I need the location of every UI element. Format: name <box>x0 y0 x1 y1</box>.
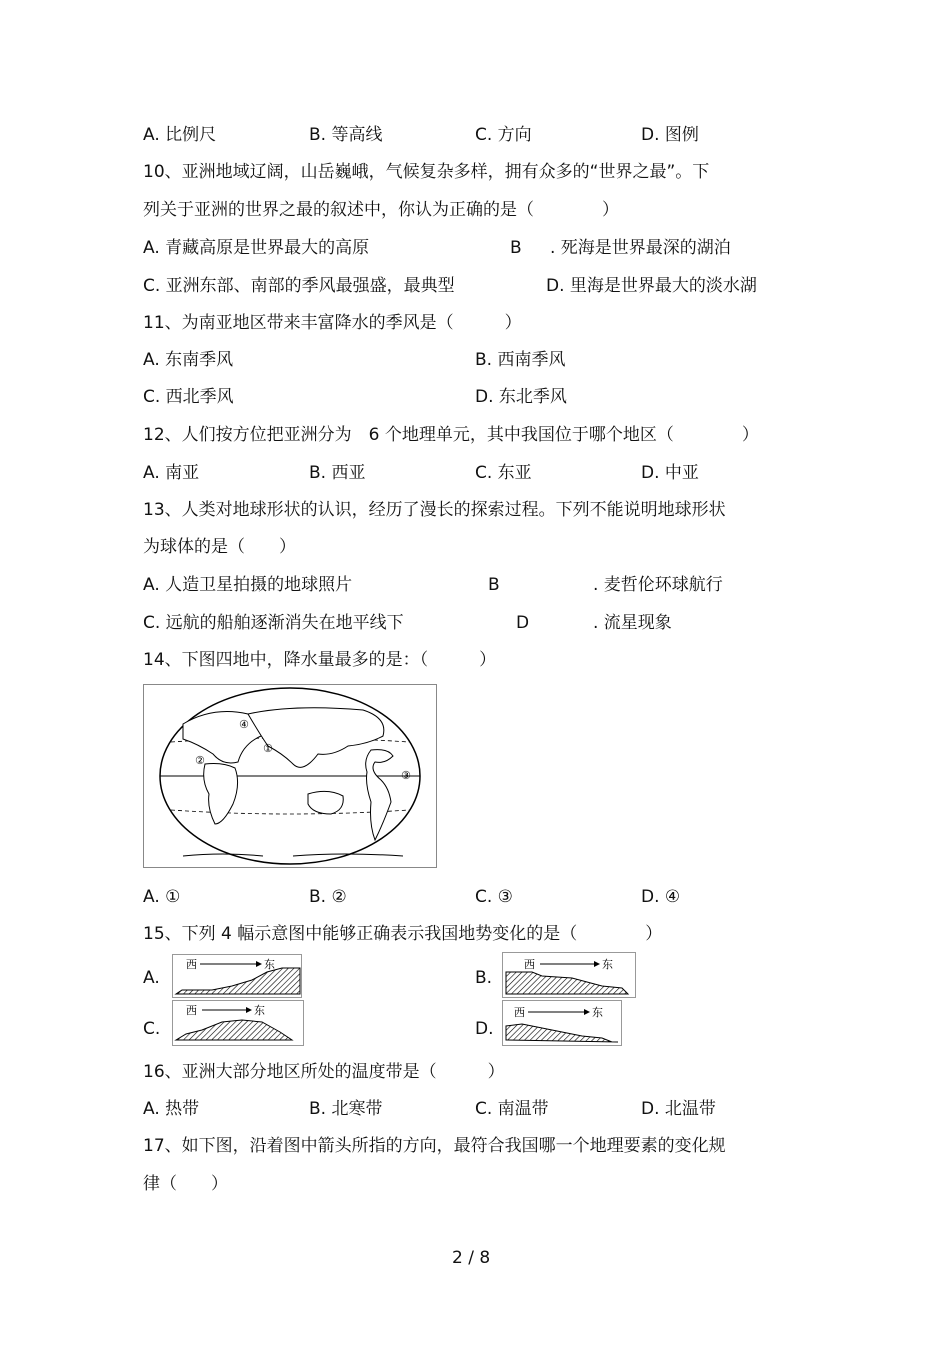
q16-option-b: B. 北寒带 <box>309 1099 383 1119</box>
q11-option-c: C. 西北季风 <box>143 387 234 407</box>
q9-option-c: C. 方向 <box>475 125 532 145</box>
q9-option-d: D. 图例 <box>641 125 699 145</box>
q10-option-b: . 死海是世界最深的湖泊 <box>550 238 731 258</box>
q17-stem-line2: 律（ ） <box>143 1174 228 1194</box>
q15-option-d-label: D. <box>475 1019 494 1039</box>
q15-d-west: 西 <box>514 1006 525 1019</box>
q11-option-d: D. 东北季风 <box>475 387 567 407</box>
q15-profile-d <box>502 1000 622 1046</box>
map-mark-1: ① <box>263 742 273 755</box>
q16-option-c: C. 南温带 <box>475 1099 549 1119</box>
q15-b-east: 东 <box>602 958 613 971</box>
q15-stem: 15、下列 4 幅示意图中能够正确表示我国地势变化的是（ ） <box>143 924 663 944</box>
q11-option-b: B. 西南季风 <box>475 350 566 370</box>
q15-a-west: 西 <box>186 958 197 971</box>
q16-stem: 16、亚洲大部分地区所处的温度带是（ ） <box>143 1062 505 1082</box>
q9-option-a: A. 比例尺 <box>143 125 217 145</box>
q14-option-c: C. ③ <box>475 887 513 907</box>
q13-option-b-letter: B <box>488 575 500 595</box>
q13-option-d: . 流星现象 <box>593 613 672 633</box>
q9-option-b: B. 等高线 <box>309 125 383 145</box>
q11-option-a: A. 东南季风 <box>143 350 234 370</box>
q17-stem-line1: 17、如下图，沿着图中箭头所指的方向，最符合我国哪一个地理要素的变化规 <box>143 1136 726 1156</box>
q12-option-a: A. 南亚 <box>143 463 200 483</box>
q11-stem: 11、为南亚地区带来丰富降水的季风是（ ） <box>143 313 522 333</box>
q15-profile-a <box>172 954 302 998</box>
q15-a-east: 东 <box>264 958 275 971</box>
q16-option-a: A. 热带 <box>143 1099 200 1119</box>
page-number: 2 / 8 <box>452 1248 491 1268</box>
q13-stem-line1: 13、人类对地球形状的认识，经历了漫长的探索过程。下列不能说明地球形状 <box>143 500 726 520</box>
q15-option-b-label: B. <box>475 968 493 988</box>
q13-stem-line2: 为球体的是（ ） <box>143 537 296 557</box>
map-mark-4: ④ <box>239 718 249 731</box>
world-map-figure <box>143 684 437 868</box>
q14-option-d: D. ④ <box>641 887 681 907</box>
q15-option-a-label: A. <box>143 968 160 988</box>
q12-option-c: C. 东亚 <box>475 463 532 483</box>
q15-d-east: 东 <box>592 1006 603 1019</box>
q15-c-west: 西 <box>186 1004 197 1017</box>
q15-profile-c <box>172 1000 304 1046</box>
q15-c-east: 东 <box>254 1004 265 1017</box>
q10-option-d: D. 里海是世界最大的淡水湖 <box>546 276 757 296</box>
q10-option-b-letter: B <box>510 238 522 258</box>
q13-option-b: . 麦哲伦环球航行 <box>593 575 723 595</box>
map-mark-2: ② <box>195 754 205 767</box>
q15-profile-b <box>502 952 636 998</box>
q14-stem: 14、下图四地中，降水量最多的是：（ ） <box>143 650 497 670</box>
q10-stem-line2: 列关于亚洲的世界之最的叙述中，你认为正确的是（ ） <box>143 200 619 220</box>
q13-option-a: A. 人造卫星拍摄的地球照片 <box>143 575 353 595</box>
q12-option-b: B. 西亚 <box>309 463 366 483</box>
q14-option-b: B. ② <box>309 887 347 907</box>
q15-b-west: 西 <box>524 958 535 971</box>
q10-option-a: A. 青藏高原是世界最大的高原 <box>143 238 370 258</box>
map-mark-3: ③ <box>401 769 411 782</box>
q15-option-c-label: C. <box>143 1019 161 1039</box>
q12-option-d: D. 中亚 <box>641 463 699 483</box>
q10-stem-line1: 10、亚洲地域辽阔，山岳巍峨，气候复杂多样，拥有众多的“世界之最”。下 <box>143 162 710 182</box>
q10-option-c: C. 亚洲东部、南部的季风最强盛，最典型 <box>143 276 455 296</box>
q13-option-c: C. 远航的船舶逐渐消失在地平线下 <box>143 613 404 633</box>
q12-stem: 12、人们按方位把亚洲分为 6 个地理单元，其中我国位于哪个地区（ ） <box>143 425 759 445</box>
q13-option-d-letter: D <box>516 613 530 633</box>
q16-option-d: D. 北温带 <box>641 1099 716 1119</box>
q14-option-a: A. ① <box>143 887 181 907</box>
